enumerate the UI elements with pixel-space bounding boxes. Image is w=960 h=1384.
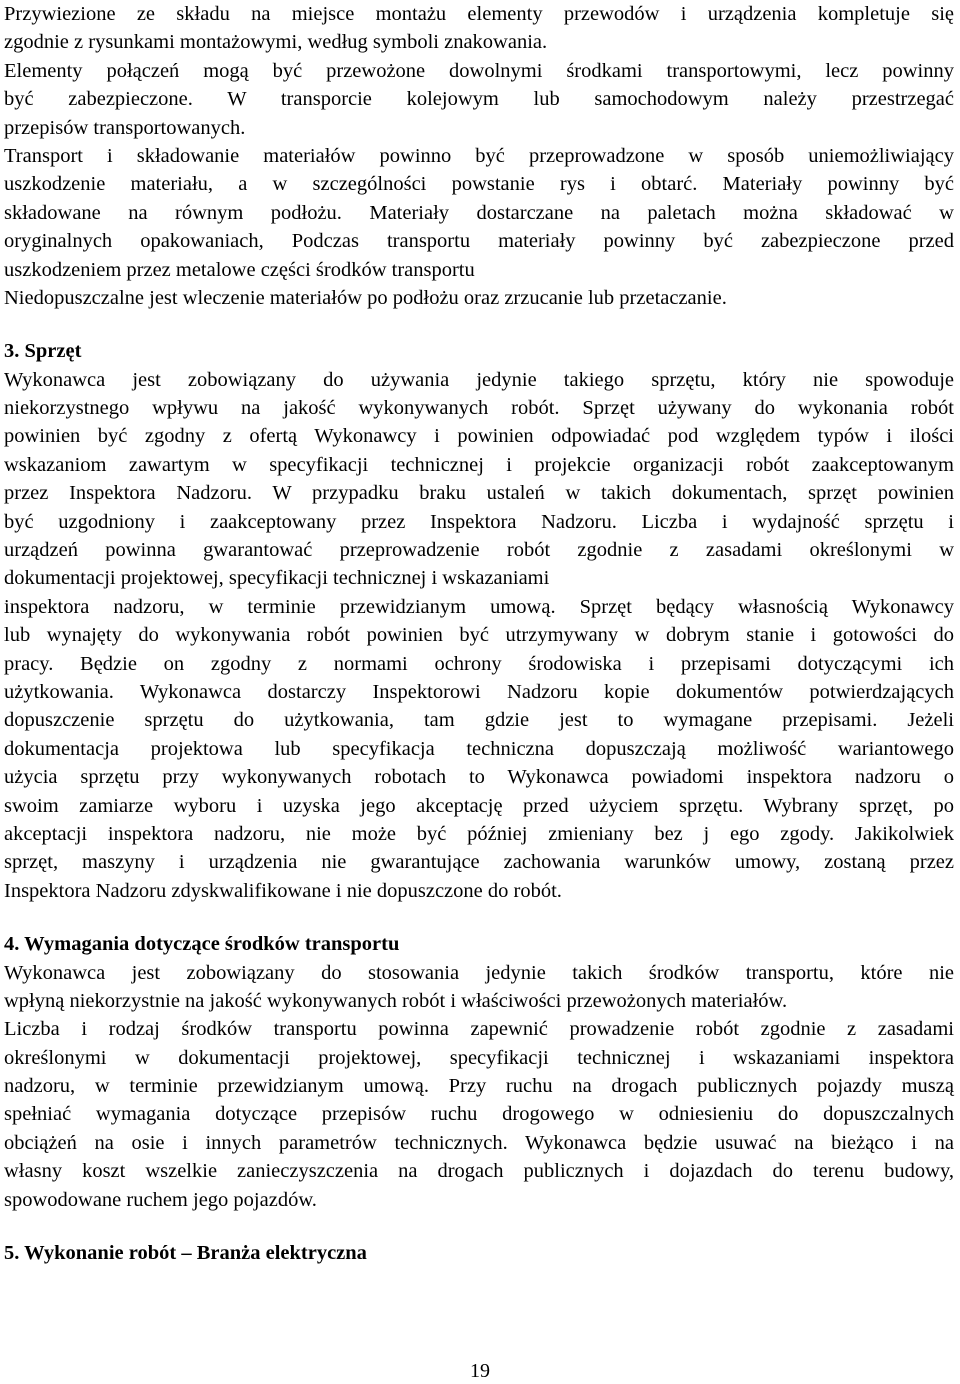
text-line: dokumentacja projektowa lub specyfikacja techniczna dopuszczają możliwość wariantowego xyxy=(4,737,954,760)
text-line: Przywiezione ze składu na miejsce montażu elementy przewodów i urządzenia kompletuje się xyxy=(4,3,954,25)
text-line: określonymi w dokumentacji projektowej, specyfikacji technicznej i wskazaniami inspektora xyxy=(4,1046,954,1069)
text-line: akceptacji inspektora nadzoru, nie może być później zmieniany bez j ego zgody. Jakikolwiek xyxy=(4,822,954,845)
text-line: inspektora nadzoru, w terminie przewidzianym umową. Sprzęt będący własnością Wykonawcy xyxy=(4,595,954,618)
text-line: uszkodzenie materiału, a w szczególności powstanie rys i obtarć. Materiały powinny być xyxy=(4,173,954,196)
text-line: dopuszczenie sprzętu do użytkowania, tam gdzie jest to wymagane przepisami. Jeżeli xyxy=(4,709,954,732)
text-line: dokumentacji projektowej, specyfikacji technicznej i wskazaniami xyxy=(4,567,550,590)
text-line: Transport i składowanie materiałów powinno być przeprowadzone w sposób uniemożliwiający xyxy=(4,144,954,167)
text-line: być zabezpieczone. W transporcie kolejowym lub samochodowym należy przestrzegać xyxy=(4,88,954,111)
text-line: przepisów transportowanych. xyxy=(4,116,246,139)
section-heading-electrical: 5. Wykonanie robót – Branża elektryczna xyxy=(4,1242,367,1265)
spacer xyxy=(4,312,954,337)
text-line: własny koszt wszelkie zanieczyszczenia na drogach publicznych i dojazdach do terenu budowy, xyxy=(4,1160,954,1183)
page-number: 19 xyxy=(470,1360,490,1382)
text-line: uszkodzeniem przez metalowe części środków transportu xyxy=(4,258,475,281)
text-line: Elementy połączeń mogą być przewożone dowolnymi środkami transportowymi, lecz powinny xyxy=(4,59,954,82)
text-line: Liczba i rodzaj środków transportu powinna zapewnić prowadzenie robót zgodnie z zasadami xyxy=(4,1018,954,1041)
text-line: urządzeń powinna gwarantować przeprowadzenie robót zgodnie z zasadami określonymi w xyxy=(4,539,954,562)
spacer xyxy=(4,905,954,930)
text-line: pracy. Będzie on zgodny z normami ochrony środowiska i przepisami dotyczącymi ich xyxy=(4,652,954,675)
text-line: spełniać wymagania dotyczące przepisów ruchu drogowego w odniesieniu do dopuszczalnych xyxy=(4,1103,954,1126)
transport-paragraph xyxy=(4,0,954,312)
text-line: niekorzystnego wpływu na jakość wykonywanych robót. Sprzęt używany do wykonania robót xyxy=(4,397,954,420)
text-line: Wykonawca jest zobowiązany do używania jedynie takiego sprzętu, który nie spowoduje xyxy=(4,368,954,391)
text-line: użycia sprzętu przy wykonywanych robotach to Wykonawca powiadomi inspektora nadzoru o xyxy=(4,766,954,789)
section-electrical-works xyxy=(4,1239,954,1267)
text-line: Wykonawca jest zobowiązany do stosowania jedynie takich środków transportu, które nie xyxy=(4,961,954,984)
text-line: spowodowane ruchem jego pojazdów. xyxy=(4,1188,317,1211)
text-line: sprzęt, maszyny i urządzenia nie gwarantujące zachowania warunków umowy, zostaną przez xyxy=(4,851,954,874)
text-line: użytkowania. Wykonawca dostarczy Inspektorowi Nadzoru kopie dokumentów potwierdzających xyxy=(4,680,954,703)
transport-requirements-paragraph xyxy=(4,959,954,1215)
text-line: wskazaniom zawartym w specyfikacji technicznej i projekcie organizacji robót zaakceptowanym xyxy=(4,453,954,476)
text-line: nadzoru, w terminie przewidzianym umową. Przy ruchu na drogach publicznych pojazdy muszą xyxy=(4,1075,954,1098)
equipment-paragraph xyxy=(4,366,954,905)
text-line: zgodnie z rysunkami montażowymi, według symboli znakowania. xyxy=(4,31,548,54)
text-line: obciążeń na osie i innych parametrów technicznych. Wykonawca będzie usuwać na bieżąco i na xyxy=(4,1131,954,1154)
text-line: swoim zamiarze wyboru i uzyska jego akceptację przed użyciem sprzętu. Wybrany sprzęt, po xyxy=(4,794,954,817)
text-line: powinien być zgodny z ofertą Wykonawcy i powinien odpowiadać pod względem typów i ilości xyxy=(4,425,954,448)
spacer xyxy=(4,1214,954,1239)
text-line: Niedopuszczalne jest wleczenie materiałów po podłożu oraz zrzucanie lub przetaczanie. xyxy=(4,286,727,309)
section-heading-equipment: 3. Sprzęt xyxy=(4,340,82,363)
text-line: składowane na równym podłożu. Materiały dostarczane na paletach można składować w xyxy=(4,201,954,224)
section-transport-requirements xyxy=(4,930,954,1214)
text-line: lub wynajęty do wykonywania robót powinien być utrzymywany w dobrym stanie i gotowości do xyxy=(4,624,954,647)
text-line: Inspektora Nadzoru zdyskwalifikowane i nie dopuszczone do robót. xyxy=(4,879,562,902)
section-equipment xyxy=(4,337,954,905)
text-line: wpłyną niekorzystnie na jakość wykonywanych robót i właściwości przewożonych materiałów. xyxy=(4,989,788,1012)
document-page xyxy=(4,0,954,1267)
text-line: oryginalnych opakowaniach, Podczas transportu materiały powinny być zabezpieczone przed xyxy=(4,230,954,253)
text-line: być uzgodniony i zaakceptowany przez Inspektora Nadzoru. Liczba i wydajność sprzętu i xyxy=(4,510,954,533)
text-line: przez Inspektora Nadzoru. W przypadku braku ustaleń w takich dokumentach, sprzęt powinien xyxy=(4,482,954,505)
section-heading-transport: 4. Wymagania dotyczące środków transportu xyxy=(4,933,400,956)
